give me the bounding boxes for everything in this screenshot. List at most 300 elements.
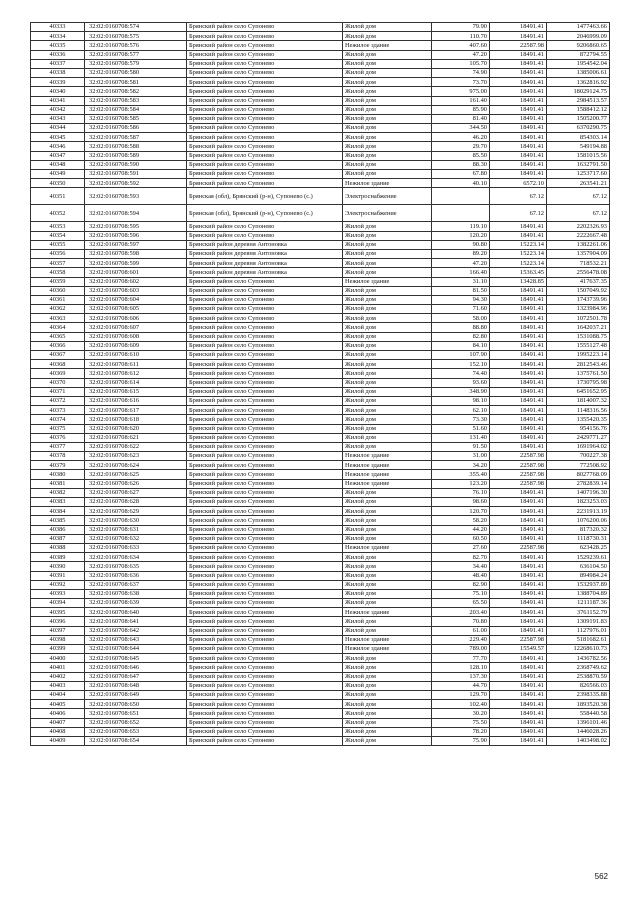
row-number-cell: 40405 <box>31 700 85 709</box>
cadastral-value-cell: 1211187.36 <box>547 599 610 608</box>
row-number-cell: 40402 <box>31 672 85 681</box>
table-row <box>31 68 610 77</box>
row-number-cell: 40401 <box>31 663 85 672</box>
unit-value-cell: 18491.41 <box>490 286 547 295</box>
address-cell: Брянский район село Супонево <box>187 222 343 231</box>
object-type-cell: Жилой дом <box>343 222 432 231</box>
address-cell: Брянский район село Супонево <box>187 498 343 507</box>
area-cell: 47.20 <box>432 259 490 268</box>
area-cell: 77.70 <box>432 654 490 663</box>
area-cell: 79.90 <box>432 23 490 32</box>
unit-value-cell: 18491.41 <box>490 580 547 589</box>
table-row <box>31 681 610 690</box>
area-cell: 74.40 <box>432 369 490 378</box>
unit-value-cell: 22587.98 <box>490 452 547 461</box>
cadastral-value-cell: 2429771.27 <box>547 433 610 442</box>
area-cell: 60.50 <box>432 534 490 543</box>
object-type-cell: Жилой дом <box>343 387 432 396</box>
row-number-cell: 40394 <box>31 599 85 608</box>
object-type-cell: Нежилое здание <box>343 452 432 461</box>
table-row <box>31 240 610 249</box>
unit-value-cell: 18491.41 <box>490 406 547 415</box>
cadastral-number-cell: 32:02:0160708:580 <box>85 68 187 77</box>
row-number-cell: 40355 <box>31 240 85 249</box>
cadastral-number-cell: 32:02:0160708:597 <box>85 240 187 249</box>
table-row <box>31 617 610 626</box>
row-number-cell: 40359 <box>31 277 85 286</box>
address-cell: Брянский район село Супонево <box>187 672 343 681</box>
row-number-cell: 40362 <box>31 305 85 314</box>
area-cell: 105.70 <box>432 59 490 68</box>
address-cell: Брянский район село Супонево <box>187 231 343 240</box>
cadastral-number-cell: 32:02:0160708:620 <box>85 424 187 433</box>
area-cell: 62.10 <box>432 406 490 415</box>
object-type-cell: Нежилое здание <box>343 461 432 470</box>
cadastral-value-cell: 1814007.32 <box>547 396 610 405</box>
cadastral-number-cell: 32:02:0160708:635 <box>85 562 187 571</box>
unit-value-cell: 67.12 <box>490 188 547 205</box>
object-type-cell: Жилой дом <box>343 160 432 169</box>
cadastral-number-cell: 32:02:0160708:606 <box>85 314 187 323</box>
cadastral-value-cell: 2538870.59 <box>547 672 610 681</box>
row-number-cell: 40340 <box>31 87 85 96</box>
area-cell: 46.20 <box>432 133 490 142</box>
object-type-cell: Жилой дом <box>343 87 432 96</box>
cadastral-number-cell: 32:02:0160708:621 <box>85 433 187 442</box>
area-cell: 90.80 <box>432 240 490 249</box>
address-cell: Брянский район село Супонево <box>187 580 343 589</box>
address-cell: Брянский район село Супонево <box>187 525 343 534</box>
cadastral-value-cell: 1385006.61 <box>547 68 610 77</box>
area-cell: 75.90 <box>432 736 490 745</box>
cadastral-number-cell: 32:02:0160708:599 <box>85 259 187 268</box>
area-cell: 76.10 <box>432 488 490 497</box>
address-cell: Брянский район село Супонево <box>187 387 343 396</box>
row-number-cell: 40334 <box>31 32 85 41</box>
area-cell: 71.60 <box>432 305 490 314</box>
cadastral-number-cell: 32:02:0160708:614 <box>85 378 187 387</box>
cadastral-value-cell: 623428.25 <box>547 543 610 552</box>
unit-value-cell: 18491.41 <box>490 87 547 96</box>
cadastral-value-cell: 1730795.98 <box>547 378 610 387</box>
unit-value-cell: 18491.41 <box>490 124 547 133</box>
cadastral-number-cell: 32:02:0160708:623 <box>85 452 187 461</box>
table-row <box>31 415 610 424</box>
unit-value-cell: 18491.41 <box>490 341 547 350</box>
cadastral-value-cell: 1436782.56 <box>547 654 610 663</box>
object-type-cell: Жилой дом <box>343 151 432 160</box>
object-type-cell: Нежилое здание <box>343 179 432 188</box>
object-type-cell: Жилой дом <box>343 124 432 133</box>
unit-value-cell: 18491.41 <box>490 488 547 497</box>
object-type-cell: Нежилое здание <box>343 635 432 644</box>
table-row <box>31 608 610 617</box>
area-cell: 48.40 <box>432 571 490 580</box>
area-cell: 30.20 <box>432 709 490 718</box>
table-row <box>31 305 610 314</box>
table-row <box>31 553 610 562</box>
table-row <box>31 360 610 369</box>
unit-value-cell: 13428.85 <box>490 277 547 286</box>
object-type-cell: Жилой дом <box>343 249 432 258</box>
area-cell: 75.10 <box>432 589 490 598</box>
cadastral-number-cell: 32:02:0160708:630 <box>85 516 187 525</box>
address-cell: Брянский район село Супонево <box>187 179 343 188</box>
table-row <box>31 332 610 341</box>
unit-value-cell: 18491.41 <box>490 516 547 525</box>
row-number-cell: 40408 <box>31 727 85 736</box>
address-cell: Брянский район село Супонево <box>187 277 343 286</box>
area-cell: 131.40 <box>432 433 490 442</box>
table-row <box>31 599 610 608</box>
area-cell: 65.50 <box>432 599 490 608</box>
row-number-cell: 40393 <box>31 589 85 598</box>
row-number-cell: 40364 <box>31 323 85 332</box>
unit-value-cell: 18491.41 <box>490 133 547 142</box>
area-cell: 74.90 <box>432 68 490 77</box>
table-body <box>31 23 610 746</box>
cadastral-value-cell: 772508.92 <box>547 461 610 470</box>
address-cell: Брянский район село Супонево <box>187 133 343 142</box>
table-row <box>31 433 610 442</box>
table-row <box>31 406 610 415</box>
area-cell: 344.50 <box>432 124 490 133</box>
cadastral-value-cell: 558440.58 <box>547 709 610 718</box>
object-type-cell: Жилой дом <box>343 442 432 451</box>
area-cell: 78.20 <box>432 727 490 736</box>
address-cell: Брянский район село Супонево <box>187 415 343 424</box>
row-number-cell: 40383 <box>31 498 85 507</box>
row-number-cell: 40356 <box>31 249 85 258</box>
object-type-cell: Жилой дом <box>343 709 432 718</box>
row-number-cell: 40392 <box>31 580 85 589</box>
object-type-cell: Электроснабжение <box>343 205 432 222</box>
table-row <box>31 23 610 32</box>
unit-value-cell: 18491.41 <box>490 332 547 341</box>
cadastral-number-cell: 32:02:0160708:649 <box>85 690 187 699</box>
row-number-cell: 40361 <box>31 295 85 304</box>
table-row <box>31 461 610 470</box>
area-cell: 107.90 <box>432 351 490 360</box>
cadastral-number-cell: 32:02:0160708:612 <box>85 369 187 378</box>
area-cell: 73.30 <box>432 415 490 424</box>
row-number-cell: 40389 <box>31 553 85 562</box>
cadastral-number-cell: 32:02:0160708:579 <box>85 59 187 68</box>
cadastral-number-cell: 32:02:0160708:618 <box>85 415 187 424</box>
cadastral-number-cell: 32:02:0160708:629 <box>85 507 187 516</box>
address-cell: Брянский район село Супонево <box>187 378 343 387</box>
object-type-cell: Жилой дом <box>343 78 432 87</box>
unit-value-cell: 18491.41 <box>490 727 547 736</box>
area-cell: 128.10 <box>432 663 490 672</box>
address-cell: Брянский район село Супонево <box>187 305 343 314</box>
table-row <box>31 507 610 516</box>
unit-value-cell: 18491.41 <box>490 498 547 507</box>
unit-value-cell: 18491.41 <box>490 96 547 105</box>
object-type-cell: Жилой дом <box>343 589 432 598</box>
cadastral-value-cell: 549194.88 <box>547 142 610 151</box>
cadastral-value-cell: 817320.32 <box>547 525 610 534</box>
object-type-cell: Жилой дом <box>343 498 432 507</box>
object-type-cell: Жилой дом <box>343 351 432 360</box>
unit-value-cell: 18491.41 <box>490 78 547 87</box>
unit-value-cell: 18491.41 <box>490 681 547 690</box>
row-number-cell: 40395 <box>31 608 85 617</box>
cadastral-value-cell: 2046999.09 <box>547 32 610 41</box>
cadastral-value-cell: 1995223.14 <box>547 351 610 360</box>
area-cell: 82.80 <box>432 332 490 341</box>
unit-value-cell: 18491.41 <box>490 68 547 77</box>
area-cell: 123.20 <box>432 479 490 488</box>
address-cell: Брянский район село Супонево <box>187 562 343 571</box>
unit-value-cell: 18491.41 <box>490 700 547 709</box>
object-type-cell: Жилой дом <box>343 133 432 142</box>
area-cell: 70.80 <box>432 617 490 626</box>
cadastral-number-cell: 32:02:0160708:598 <box>85 249 187 258</box>
object-type-cell: Жилой дом <box>343 240 432 249</box>
object-type-cell: Жилой дом <box>343 700 432 709</box>
table-row <box>31 470 610 479</box>
unit-value-cell: 18491.41 <box>490 415 547 424</box>
table-row <box>31 562 610 571</box>
cadastral-value-cell: 1309191.83 <box>547 617 610 626</box>
unit-value-cell: 18491.41 <box>490 663 547 672</box>
area-cell: 89.20 <box>432 249 490 258</box>
address-cell: Брянский район село Супонево <box>187 360 343 369</box>
table-row <box>31 378 610 387</box>
table-row <box>31 571 610 580</box>
object-type-cell: Жилой дом <box>343 617 432 626</box>
cadastral-value-cell: 1691964.02 <box>547 442 610 451</box>
cadastral-value-cell: 1531088.75 <box>547 332 610 341</box>
table-row <box>31 205 610 222</box>
address-cell: Брянский район село Супонево <box>187 635 343 644</box>
cadastral-number-cell: 32:02:0160708:605 <box>85 305 187 314</box>
table-row <box>31 700 610 709</box>
address-cell: Брянский район село Супонево <box>187 87 343 96</box>
cadastral-value-cell: 9206860.65 <box>547 41 610 50</box>
cadastral-number-cell: 32:02:0160708:643 <box>85 635 187 644</box>
area-cell: 31.10 <box>432 277 490 286</box>
address-cell: Брянский район село Супонево <box>187 534 343 543</box>
cadastral-number-cell: 32:02:0160708:631 <box>85 525 187 534</box>
cadastral-number-cell: 32:02:0160708:594 <box>85 205 187 222</box>
area-cell: 34.20 <box>432 461 490 470</box>
cadastral-number-cell: 32:02:0160708:604 <box>85 295 187 304</box>
object-type-cell: Жилой дом <box>343 415 432 424</box>
unit-value-cell: 22587.98 <box>490 635 547 644</box>
object-type-cell: Жилой дом <box>343 736 432 745</box>
address-cell: Брянский район село Супонево <box>187 32 343 41</box>
unit-value-cell: 18491.41 <box>490 396 547 405</box>
address-cell: Брянский район село Супонево <box>187 124 343 133</box>
unit-value-cell: 18491.41 <box>490 369 547 378</box>
area-cell: 61.00 <box>432 626 490 635</box>
object-type-cell: Жилой дом <box>343 305 432 314</box>
cadastral-value-cell: 1072501.78 <box>547 314 610 323</box>
address-cell: Брянский район село Супонево <box>187 571 343 580</box>
cadastral-value-cell: 1076200.06 <box>547 516 610 525</box>
row-number-cell: 40409 <box>31 736 85 745</box>
address-cell: Брянский район село Супонево <box>187 736 343 745</box>
unit-value-cell: 18491.41 <box>490 424 547 433</box>
object-type-cell: Жилой дом <box>343 295 432 304</box>
unit-value-cell: 18491.41 <box>490 160 547 169</box>
cadastral-number-cell: 32:02:0160708:628 <box>85 498 187 507</box>
row-number-cell: 40376 <box>31 433 85 442</box>
cadastral-number-cell: 32:02:0160708:584 <box>85 105 187 114</box>
address-cell: Брянский район село Супонево <box>187 442 343 451</box>
object-type-cell: Жилой дом <box>343 488 432 497</box>
address-cell: Брянский район село Супонево <box>187 341 343 350</box>
unit-value-cell: 18491.41 <box>490 562 547 571</box>
cadastral-value-cell: 1893520.38 <box>547 700 610 709</box>
area-cell: 82.70 <box>432 553 490 562</box>
unit-value-cell: 18491.41 <box>490 231 547 240</box>
cadastral-number-cell: 32:02:0160708:596 <box>85 231 187 240</box>
cadastral-value-cell: 1954542.04 <box>547 59 610 68</box>
address-cell: Брянский район село Супонево <box>187 690 343 699</box>
unit-value-cell: 18491.41 <box>490 387 547 396</box>
area-cell: 120.70 <box>432 507 490 516</box>
table-row <box>31 396 610 405</box>
object-type-cell: Жилой дом <box>343 360 432 369</box>
address-cell: Брянский район село Супонево <box>187 396 343 405</box>
unit-value-cell: 18491.41 <box>490 709 547 718</box>
area-cell: 85.50 <box>432 151 490 160</box>
cadastral-number-cell: 32:02:0160708:636 <box>85 571 187 580</box>
row-number-cell: 40348 <box>31 160 85 169</box>
cadastral-number-cell: 32:02:0160708:639 <box>85 599 187 608</box>
row-number-cell: 40370 <box>31 378 85 387</box>
unit-value-cell: 15223.14 <box>490 249 547 258</box>
cadastral-value-cell: 18029124.75 <box>547 87 610 96</box>
area-cell: 355.40 <box>432 470 490 479</box>
area-cell: 34.40 <box>432 562 490 571</box>
row-number-cell: 40384 <box>31 507 85 516</box>
table-row <box>31 736 610 745</box>
table-row <box>31 124 610 133</box>
object-type-cell: Жилой дом <box>343 406 432 415</box>
object-type-cell: Жилой дом <box>343 654 432 663</box>
area-cell: 129.70 <box>432 690 490 699</box>
object-type-cell: Нежилое здание <box>343 543 432 552</box>
unit-value-cell: 18491.41 <box>490 718 547 727</box>
unit-value-cell: 18491.41 <box>490 295 547 304</box>
object-type-cell: Жилой дом <box>343 170 432 179</box>
area-cell: 85.90 <box>432 105 490 114</box>
cadastral-number-cell: 32:02:0160708:637 <box>85 580 187 589</box>
cadastral-number-cell: 32:02:0160708:617 <box>85 406 187 415</box>
object-type-cell: Жилой дом <box>343 268 432 277</box>
unit-value-cell: 18491.41 <box>490 305 547 314</box>
object-type-cell: Жилой дом <box>343 332 432 341</box>
cadastral-value-cell: 2398335.88 <box>547 690 610 699</box>
area-cell: 84.10 <box>432 341 490 350</box>
area-cell: 110.70 <box>432 32 490 41</box>
table-row <box>31 442 610 451</box>
cadastral-number-cell: 32:02:0160708:646 <box>85 663 187 672</box>
cadastral-number-cell: 32:02:0160708:610 <box>85 351 187 360</box>
table-row <box>31 50 610 59</box>
address-cell: Брянский район село Супонево <box>187 681 343 690</box>
area-cell: 166.40 <box>432 268 490 277</box>
address-cell: Брянский район село Супонево <box>187 41 343 50</box>
cadastral-value-cell: 1253717.60 <box>547 170 610 179</box>
object-type-cell: Жилой дом <box>343 507 432 516</box>
cadastral-value-cell: 1357904.09 <box>547 249 610 258</box>
table-row <box>31 580 610 589</box>
row-number-cell: 40344 <box>31 124 85 133</box>
unit-value-cell: 18491.41 <box>490 142 547 151</box>
row-number-cell: 40399 <box>31 645 85 654</box>
row-number-cell: 40345 <box>31 133 85 142</box>
object-type-cell: Жилой дом <box>343 341 432 350</box>
row-number-cell: 40387 <box>31 534 85 543</box>
cadastral-value-cell: 6370290.75 <box>547 124 610 133</box>
cadastral-number-cell: 32:02:0160708:647 <box>85 672 187 681</box>
cadastral-number-cell: 32:02:0160708:590 <box>85 160 187 169</box>
object-type-cell: Жилой дом <box>343 32 432 41</box>
area-cell: 98.60 <box>432 498 490 507</box>
area-cell: 93.60 <box>432 378 490 387</box>
cadastral-number-cell: 32:02:0160708:641 <box>85 617 187 626</box>
unit-value-cell: 22587.98 <box>490 41 547 50</box>
row-number-cell: 40365 <box>31 332 85 341</box>
area-cell: 82.90 <box>432 580 490 589</box>
row-number-cell: 40390 <box>31 562 85 571</box>
unit-value-cell: 18491.41 <box>490 323 547 332</box>
row-number-cell: 40346 <box>31 142 85 151</box>
cadastral-number-cell: 32:02:0160708:585 <box>85 114 187 123</box>
area-cell: 81.40 <box>432 114 490 123</box>
object-type-cell: Жилой дом <box>343 534 432 543</box>
address-cell: Брянский район село Супонево <box>187 406 343 415</box>
address-cell: Брянский район село Супонево <box>187 479 343 488</box>
address-cell: Брянский район село Супонево <box>187 160 343 169</box>
table-row <box>31 635 610 644</box>
unit-value-cell: 18491.41 <box>490 599 547 608</box>
unit-value-cell: 22587.98 <box>490 470 547 479</box>
address-cell: Брянский район деревня Антоновка <box>187 259 343 268</box>
row-number-cell: 40380 <box>31 470 85 479</box>
table-row <box>31 96 610 105</box>
address-cell: Брянский район село Супонево <box>187 170 343 179</box>
table-row <box>31 589 610 598</box>
row-number-cell: 40378 <box>31 452 85 461</box>
cadastral-value-cell: 1505200.77 <box>547 114 610 123</box>
page-number: 562 <box>594 872 608 881</box>
address-cell: Брянский район село Супонево <box>187 114 343 123</box>
unit-value-cell: 18491.41 <box>490 589 547 598</box>
address-cell: Брянский район село Супонево <box>187 645 343 654</box>
row-number-cell: 40333 <box>31 23 85 32</box>
cadastral-value-cell: 826566.03 <box>547 681 610 690</box>
object-type-cell: Жилой дом <box>343 231 432 240</box>
table-row <box>31 59 610 68</box>
area-cell: 137.30 <box>432 672 490 681</box>
row-number-cell: 40398 <box>31 635 85 644</box>
cadastral-number-cell: 32:02:0160708:616 <box>85 396 187 405</box>
unit-value-cell: 18491.41 <box>490 151 547 160</box>
row-number-cell: 40366 <box>31 341 85 350</box>
object-type-cell: Жилой дом <box>343 59 432 68</box>
table-row <box>31 277 610 286</box>
unit-value-cell: 18491.41 <box>490 378 547 387</box>
table-row <box>31 718 610 727</box>
table-row <box>31 259 610 268</box>
cadastral-value-cell: 1127976.01 <box>547 626 610 635</box>
